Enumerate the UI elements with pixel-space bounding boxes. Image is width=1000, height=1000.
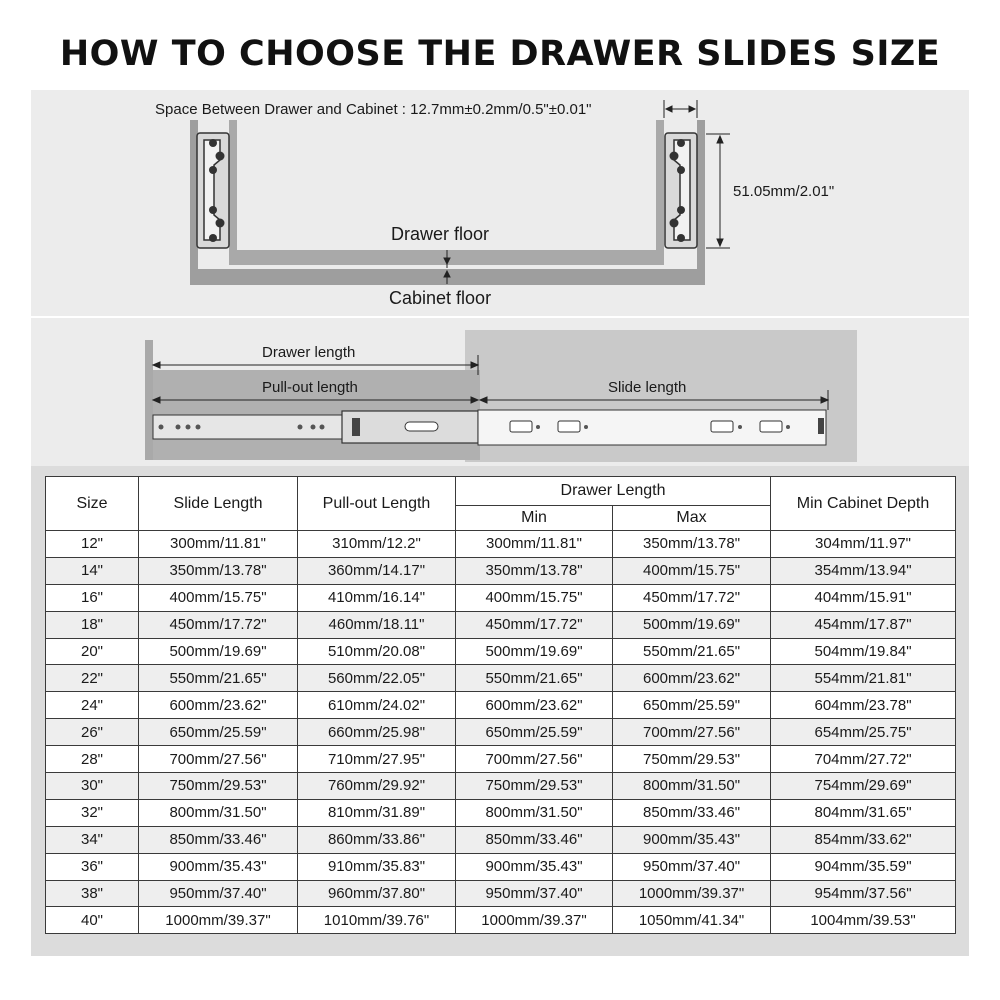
cell-pullout-length: 410mm/16.14" xyxy=(298,584,456,611)
cell-size: 16" xyxy=(46,584,139,611)
cell-drawer-min: 700mm/27.56" xyxy=(456,746,613,773)
cell-pullout-length: 910mm/35.83" xyxy=(298,853,456,880)
cell-min-cabinet-depth: 954mm/37.56" xyxy=(771,880,956,907)
cell-size: 38" xyxy=(46,880,139,907)
cell-size: 12" xyxy=(46,531,139,558)
header-size: Size xyxy=(46,477,139,531)
cell-drawer-max: 500mm/19.69" xyxy=(613,611,771,638)
gap-label: Space Between Drawer and Cabinet : 12.7mm±0.2mm/0.5"±0.01" xyxy=(155,101,592,118)
cell-min-cabinet-depth: 904mm/35.59" xyxy=(771,853,956,880)
cell-size: 40" xyxy=(46,907,139,934)
table-row xyxy=(46,557,956,584)
table-row xyxy=(46,584,956,611)
cell-slide-length: 300mm/11.81" xyxy=(139,531,298,558)
cell-slide-length: 700mm/27.56" xyxy=(139,746,298,773)
cell-min-cabinet-depth: 504mm/19.84" xyxy=(771,638,956,665)
cell-slide-length: 350mm/13.78" xyxy=(139,557,298,584)
table-row xyxy=(46,853,956,880)
cell-slide-length: 900mm/35.43" xyxy=(139,853,298,880)
cell-drawer-max: 900mm/35.43" xyxy=(613,826,771,853)
cell-drawer-max: 400mm/15.75" xyxy=(613,557,771,584)
cell-pullout-length: 860mm/33.86" xyxy=(298,826,456,853)
table-row xyxy=(46,880,956,907)
drawer-length-label: Drawer length xyxy=(262,344,356,361)
cell-size: 28" xyxy=(46,746,139,773)
cell-drawer-min: 750mm/29.53" xyxy=(456,773,613,800)
cell-drawer-min: 900mm/35.43" xyxy=(456,853,613,880)
pullout-length-label: Pull-out length xyxy=(262,379,358,396)
slide-rail-cabinet xyxy=(478,410,826,445)
cell-drawer-max: 950mm/37.40" xyxy=(613,853,771,880)
cell-drawer-min: 800mm/31.50" xyxy=(456,799,613,826)
cell-pullout-length: 610mm/24.02" xyxy=(298,692,456,719)
cell-drawer-min: 300mm/11.81" xyxy=(456,531,613,558)
cell-pullout-length: 1010mm/39.76" xyxy=(298,907,456,934)
table-row xyxy=(46,638,956,665)
cell-min-cabinet-depth: 304mm/11.97" xyxy=(771,531,956,558)
header-pullout-length: Pull-out Length xyxy=(298,477,456,531)
cell-min-cabinet-depth: 554mm/21.81" xyxy=(771,665,956,692)
table-row xyxy=(46,799,956,826)
cell-min-cabinet-depth: 404mm/15.91" xyxy=(771,584,956,611)
drawer-floor-label: Drawer floor xyxy=(391,224,490,244)
cell-size: 24" xyxy=(46,692,139,719)
cell-drawer-min: 1000mm/39.37" xyxy=(456,907,613,934)
cell-pullout-length: 360mm/14.17" xyxy=(298,557,456,584)
header-min: Min xyxy=(456,506,613,531)
cell-slide-length: 550mm/21.65" xyxy=(139,665,298,692)
cell-drawer-min: 500mm/19.69" xyxy=(456,638,613,665)
size-table xyxy=(45,476,956,934)
cell-drawer-max: 600mm/23.62" xyxy=(613,665,771,692)
slide-height-label: 51.05mm/2.01" xyxy=(733,183,835,200)
cell-size: 26" xyxy=(46,719,139,746)
cell-drawer-min: 450mm/17.72" xyxy=(456,611,613,638)
cell-drawer-min: 850mm/33.46" xyxy=(456,826,613,853)
table-row xyxy=(46,746,956,773)
header-slide-length: Slide Length xyxy=(139,477,298,531)
cell-drawer-max: 1000mm/39.37" xyxy=(613,880,771,907)
cell-slide-length: 850mm/33.46" xyxy=(139,826,298,853)
cell-drawer-max: 450mm/17.72" xyxy=(613,584,771,611)
cell-slide-length: 500mm/19.69" xyxy=(139,638,298,665)
cell-min-cabinet-depth: 804mm/31.65" xyxy=(771,799,956,826)
cell-drawer-max: 700mm/27.56" xyxy=(613,719,771,746)
slide-length-label: Slide length xyxy=(608,379,687,396)
cell-drawer-min: 950mm/37.40" xyxy=(456,880,613,907)
cell-size: 14" xyxy=(46,557,139,584)
cell-size: 22" xyxy=(46,665,139,692)
cell-slide-length: 1000mm/39.37" xyxy=(139,907,298,934)
cell-min-cabinet-depth: 754mm/29.69" xyxy=(771,773,956,800)
cell-drawer-min: 550mm/21.65" xyxy=(456,665,613,692)
cell-min-cabinet-depth: 1004mm/39.53" xyxy=(771,907,956,934)
cell-min-cabinet-depth: 854mm/33.62" xyxy=(771,826,956,853)
cell-size: 18" xyxy=(46,611,139,638)
header-drawer-length: Drawer Length xyxy=(456,477,771,506)
cell-drawer-min: 350mm/13.78" xyxy=(456,557,613,584)
cell-pullout-length: 510mm/20.08" xyxy=(298,638,456,665)
cell-min-cabinet-depth: 454mm/17.87" xyxy=(771,611,956,638)
table-row xyxy=(46,826,956,853)
cell-size: 32" xyxy=(46,799,139,826)
cell-drawer-min: 650mm/25.59" xyxy=(456,719,613,746)
cell-min-cabinet-depth: 654mm/25.75" xyxy=(771,719,956,746)
table-row xyxy=(46,907,956,934)
cell-slide-length: 950mm/37.40" xyxy=(139,880,298,907)
cell-drawer-min: 600mm/23.62" xyxy=(456,692,613,719)
cell-drawer-min: 400mm/15.75" xyxy=(456,584,613,611)
cell-pullout-length: 310mm/12.2" xyxy=(298,531,456,558)
cell-min-cabinet-depth: 604mm/23.78" xyxy=(771,692,956,719)
table-row xyxy=(46,692,956,719)
cell-pullout-length: 660mm/25.98" xyxy=(298,719,456,746)
cell-size: 30" xyxy=(46,773,139,800)
cabinet-floor-label: Cabinet floor xyxy=(389,288,492,308)
cell-pullout-length: 960mm/37.80" xyxy=(298,880,456,907)
cell-drawer-max: 750mm/29.53" xyxy=(613,746,771,773)
table-row xyxy=(46,665,956,692)
cell-size: 20" xyxy=(46,638,139,665)
cell-drawer-max: 800mm/31.50" xyxy=(613,773,771,800)
cell-pullout-length: 560mm/22.05" xyxy=(298,665,456,692)
cell-pullout-length: 810mm/31.89" xyxy=(298,799,456,826)
cell-min-cabinet-depth: 354mm/13.94" xyxy=(771,557,956,584)
slide-rail-extended xyxy=(153,411,478,443)
cell-drawer-max: 350mm/13.78" xyxy=(613,531,771,558)
cell-pullout-length: 460mm/18.11" xyxy=(298,611,456,638)
cell-drawer-max: 550mm/21.65" xyxy=(613,638,771,665)
cell-drawer-max: 850mm/33.46" xyxy=(613,799,771,826)
header-min-cabinet-depth: Min Cabinet Depth xyxy=(771,477,956,531)
table-row xyxy=(46,773,956,800)
cell-slide-length: 650mm/25.59" xyxy=(139,719,298,746)
page-title: HOW TO CHOOSE THE DRAWER SLIDES SIZE xyxy=(59,34,941,74)
cell-size: 34" xyxy=(46,826,139,853)
table-row xyxy=(46,611,956,638)
cell-drawer-max: 650mm/25.59" xyxy=(613,692,771,719)
cell-min-cabinet-depth: 704mm/27.72" xyxy=(771,746,956,773)
cell-size: 36" xyxy=(46,853,139,880)
cell-slide-length: 600mm/23.62" xyxy=(139,692,298,719)
cell-slide-length: 400mm/15.75" xyxy=(139,584,298,611)
cell-slide-length: 800mm/31.50" xyxy=(139,799,298,826)
cell-pullout-length: 760mm/29.92" xyxy=(298,773,456,800)
header-max: Max xyxy=(613,506,771,531)
cell-slide-length: 450mm/17.72" xyxy=(139,611,298,638)
cell-pullout-length: 710mm/27.95" xyxy=(298,746,456,773)
table-row xyxy=(46,531,956,558)
cell-slide-length: 750mm/29.53" xyxy=(139,773,298,800)
table-row xyxy=(46,719,956,746)
cell-drawer-max: 1050mm/41.34" xyxy=(613,907,771,934)
